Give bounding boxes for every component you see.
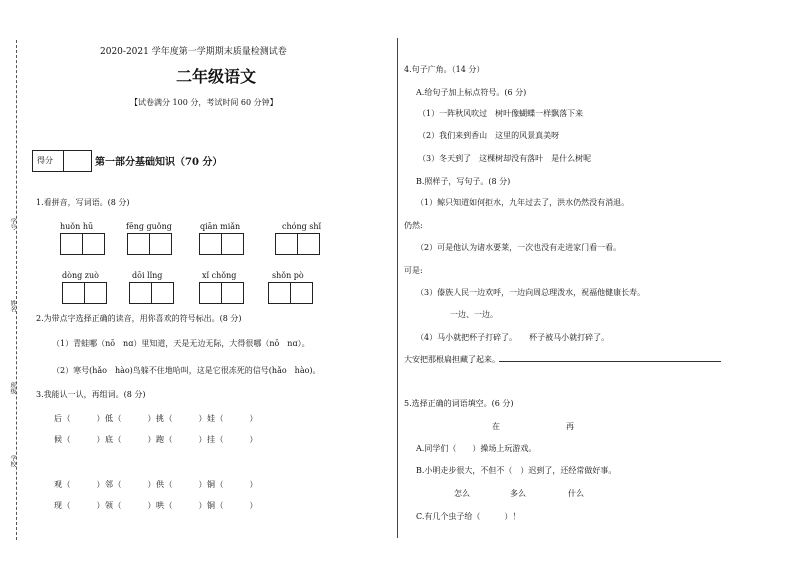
score-box (32, 150, 92, 172)
subtitle: 【试卷满分 100 分，考试时间 60 分钟】 (130, 98, 278, 107)
part1-heading: 第一部分基础知识（70 分） (95, 157, 223, 168)
q5-line-a: A.同学们（ ）操场上玩游戏。 (416, 444, 537, 453)
q4-b-word-1: 仍然: (404, 221, 423, 230)
q4-b-line-2: （2）可是他认为诸水要莱，一次也没有走进家门看一看。 (416, 243, 622, 252)
q5-option-shenme: 什么 (568, 489, 584, 498)
answer-box[interactable] (275, 233, 320, 255)
q4-part-a: A.给句子加上标点符号。(6 分) (416, 88, 527, 97)
q1-pinyin-8: shǒn pò (272, 271, 304, 280)
q4-a-line-1: （1）一阵秋风吹过 树叶像蝴蝶一样飘落下来 (418, 109, 584, 118)
q4-b-line-4: （4）马小就把杯子打碎了。 杯子被马小就打碎了。 (416, 333, 610, 342)
grade-title: 二年级语文 (176, 67, 257, 86)
q5-option-zenme: 怎么 (454, 489, 470, 498)
q4-a-line-2: （2）我们来到香山 这里的风景真美呀 (418, 131, 560, 140)
answer-box[interactable] (199, 233, 244, 255)
q5-option-zai2: 再 (566, 422, 574, 431)
answer-box[interactable] (62, 282, 107, 304)
sidebar-name: 姓名 (9, 300, 16, 312)
q1-pinyin-4: chóng shǐ (282, 222, 322, 231)
q1-pinyin-5: dòng zuò (62, 271, 99, 280)
q4-b-word-2: 可是: (404, 266, 423, 275)
q4-b-line-3: （3）傣族人民一边欢呼，一边向周总理泼水，祝福他健康长寿。 (416, 288, 646, 297)
q2-line-1: （1）青蛙哪（nō nɑ）里知道，天是无边无际，大得很哪（nō nɑ）。 (52, 339, 310, 348)
q4-b-line-5: 大安把那根扁担藏了起来。 (404, 355, 500, 364)
score-label: 得分 (37, 156, 53, 165)
column-divider (397, 38, 398, 538)
q3-row-2: 候（ ）底（ ）跑（ ）挂（ ） (54, 435, 258, 444)
q4-b-line-1: （1）鲸只知道如何拒水，九年过去了，洪水仍然没有消退。 (416, 198, 630, 207)
sidebar-school: 学校 (9, 455, 16, 467)
exam-title: 2020-2021 学年度第一学期期末质量检测试卷 (100, 47, 287, 57)
q4-b-fill-3: 一边、一边。 (450, 310, 498, 319)
q1-pinyin-3: qiān miǎn (200, 222, 241, 231)
q2-title: 2.为带点字选择正确的读音，用你喜欢的符号标出。(8 分) (36, 314, 242, 323)
q3-row-1: 后（ ）低（ ）挑（ ）娃（ ） (54, 414, 258, 423)
q1-pinyin-2: fēng guǒng (126, 222, 172, 231)
answer-box[interactable] (199, 282, 244, 304)
q5-option-duome: 多么 (510, 489, 526, 498)
q1-pinyin-1: huǒn hū (60, 222, 94, 231)
q1-title: 1.看拼音，写词语。(8 分) (36, 198, 130, 207)
q5-title: 5.选择正确的词语填空。(6 分) (404, 399, 514, 408)
q5-option-zai: 在 (492, 422, 500, 431)
q5-line-b: B.小明走步很大，不但不（ ）迟到了，还经常做好事。 (416, 466, 617, 475)
q3-row-3: 观（ ）邻（ ）供（ ）铜（ ） (54, 480, 258, 489)
q3-row-4: 现（ ）领（ ）哄（ ）铜（ ） (54, 501, 258, 510)
answer-line[interactable] (499, 361, 721, 362)
q1-pinyin-7: xǐ chǒng (202, 271, 237, 280)
q4-part-b: B.照样子，写句子。(8 分) (416, 177, 511, 186)
q5-line-c: C.有几个虫子给（ ）！ (416, 512, 521, 521)
q4-title: 4.句子广角。（14 分） (404, 65, 485, 74)
q4-a-line-3: （3）冬天到了 这棵树却没有落叶 是什么树呢 (418, 154, 592, 163)
q1-pinyin-6: dōi lǐng (132, 271, 163, 280)
answer-box[interactable] (268, 282, 313, 304)
sidebar-student-id: 学号 (9, 218, 16, 230)
q3-title: 3.我能认一认，再组词。(8 分) (36, 390, 146, 399)
q2-line-2: （2）寒号(hǎo hào)鸟躲不住地哈叫，这是它很冻死的信号(hǎo hào)。 (52, 366, 321, 375)
sidebar-class: 班级 (9, 382, 16, 394)
answer-box[interactable] (60, 233, 105, 255)
answer-box[interactable] (127, 233, 172, 255)
answer-box[interactable] (129, 282, 174, 304)
